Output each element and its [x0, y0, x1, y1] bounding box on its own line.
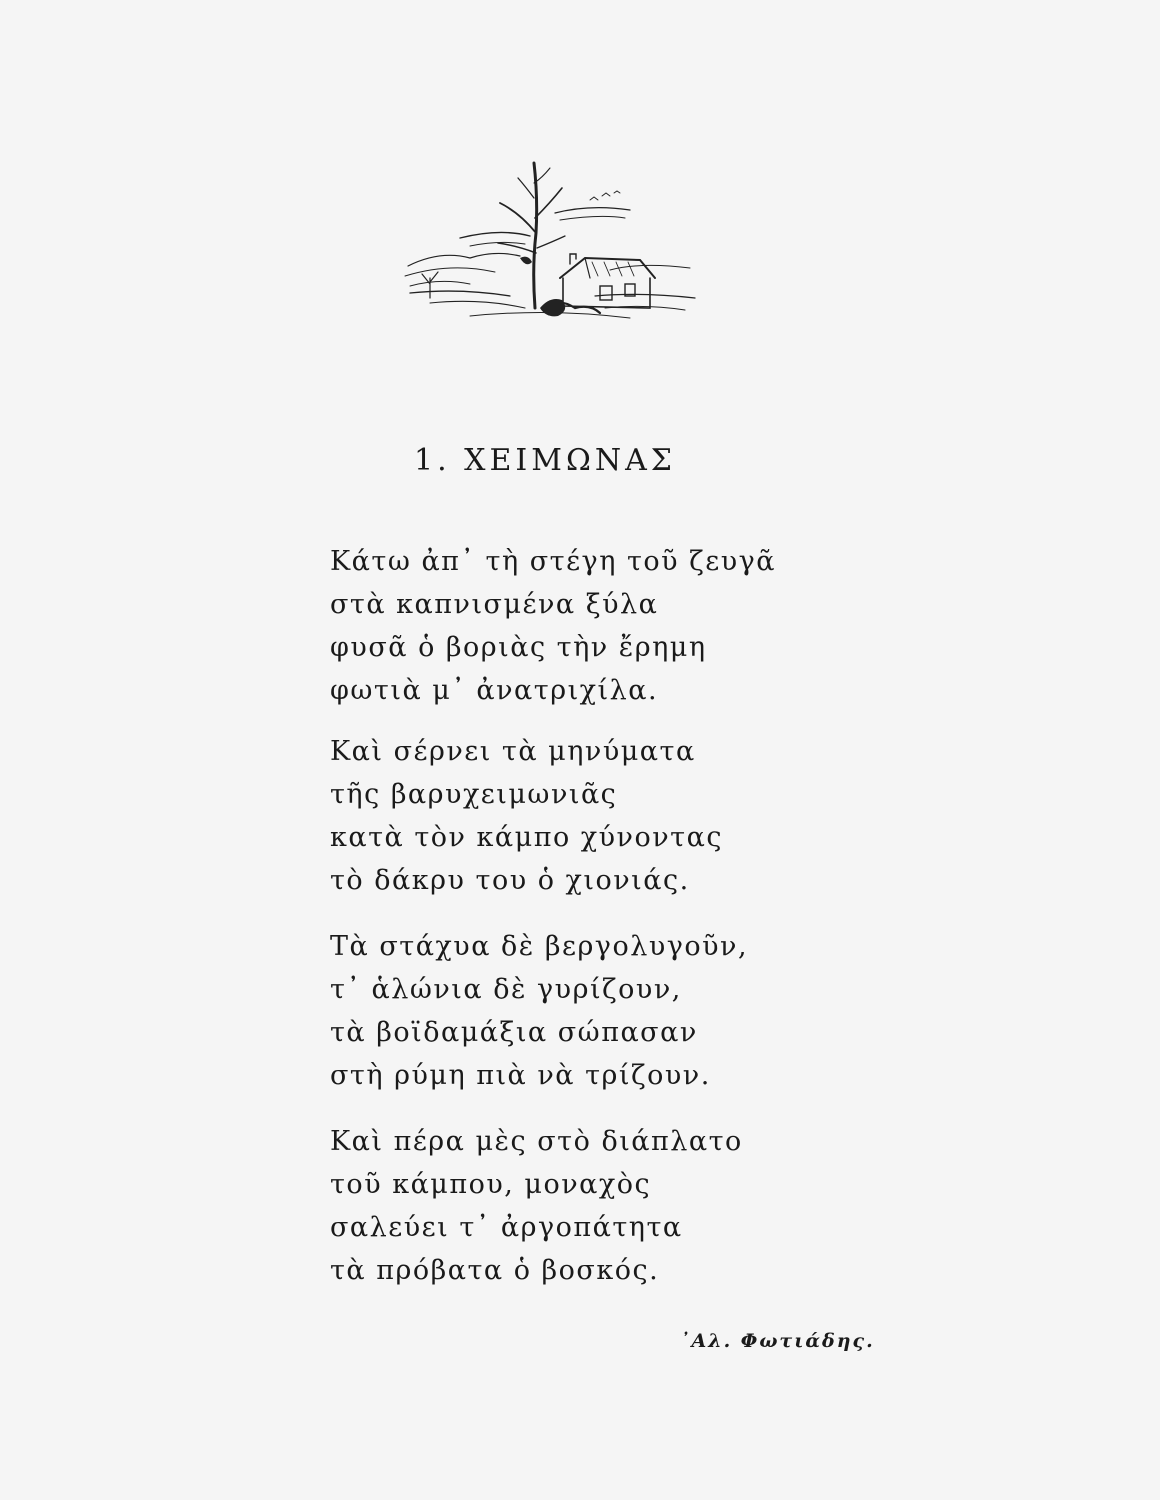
- poem-line: Τὰ στάχυα δὲ βεργολυγοῦν,: [330, 931, 749, 962]
- stanza-2: [330, 730, 723, 902]
- poem-line: κατὰ τὸν κάμπο χύνοντας: [330, 822, 723, 853]
- winter-landscape-vignette-icon: [400, 158, 700, 328]
- poem-line: Καὶ πέρα μὲς στὸ διάπλατο: [330, 1126, 743, 1157]
- poem-line: Κάτω ἀπ᾽ τὴ στέγη τοῦ ζευγᾶ: [330, 546, 777, 577]
- stanza-4: [330, 1120, 743, 1292]
- poem-line: στὴ ρύμη πιὰ νὰ τρίζουν.: [330, 1060, 711, 1091]
- poem-line: στὰ καπνισμένα ξύλα: [330, 589, 659, 620]
- poem-author: ᾽Αλ. Φωτιάδης.: [680, 1330, 875, 1352]
- poem-line: φωτιὰ μ᾽ ἀνατριχίλα.: [330, 675, 659, 706]
- poem-title: 1. ΧΕΙΜΩΝΑΣ: [414, 443, 676, 478]
- poem-line: τὰ πρόβατα ὁ βοσκός.: [330, 1255, 660, 1286]
- poem-line: τὸ δάκρυ του ὁ χιονιάς.: [330, 865, 690, 896]
- poem-line: σαλεύει τ᾽ ἀργοπάτητα: [330, 1212, 683, 1243]
- stanza-3: [330, 925, 748, 1097]
- poem-line: τὰ βοϊδαμάξια σώπασαν: [330, 1017, 698, 1048]
- poem-line: φυσᾶ ὁ βοριὰς τὴν ἔρημη: [330, 632, 707, 663]
- poem-line: Καὶ σέρνει τὰ μηνύματα: [330, 736, 696, 767]
- stanza-1: [330, 540, 776, 712]
- poem-line: τ᾽ ἁλώνια δὲ γυρίζουν,: [330, 974, 682, 1005]
- poem-line: τῆς βαρυχειμωνιᾶς: [330, 779, 618, 810]
- poem-line: τοῦ κάμπου, μοναχὸς: [330, 1169, 652, 1200]
